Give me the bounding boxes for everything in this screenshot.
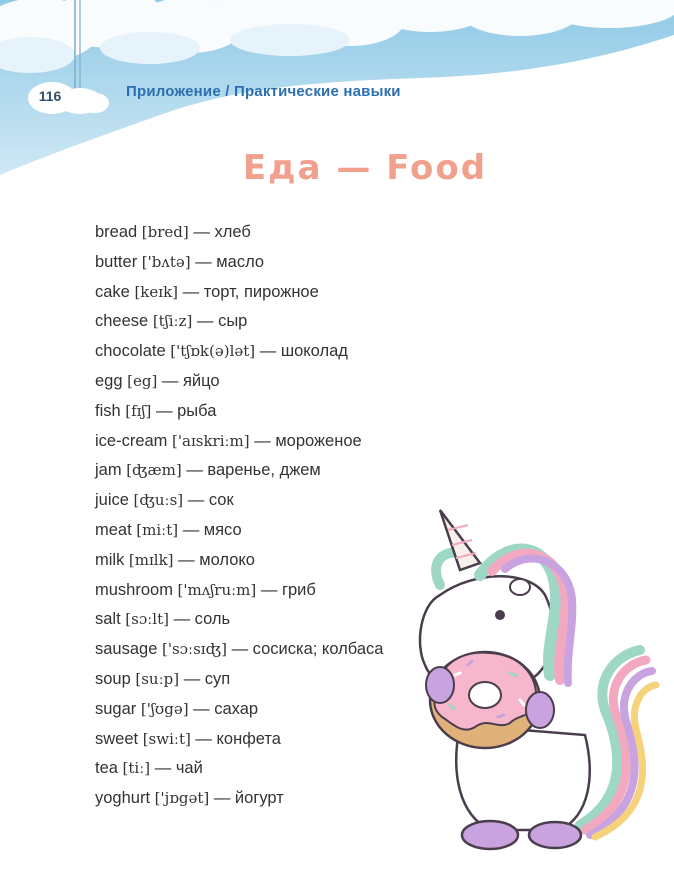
vocab-translation: торт, пирожное — [203, 282, 319, 301]
unicorn-with-donut-illustration — [380, 495, 674, 855]
vocab-separator: — — [231, 640, 249, 659]
vocab-row — [95, 516, 383, 546]
vocab-translation: сыр — [218, 312, 248, 331]
vocab-english-word: sugar — [95, 699, 137, 718]
vocab-translation: суп — [204, 669, 231, 688]
vocab-transcription: [ʤuːs] — [133, 491, 184, 510]
vocab-english-word: milk — [95, 550, 125, 569]
vocab-separator: — — [186, 461, 203, 480]
vocab-separator: — — [178, 550, 195, 569]
vocab-transcription: [ʤæm] — [126, 461, 182, 480]
vocab-translation: мясо — [203, 520, 242, 539]
vocab-transcription: ['sɔːsɪʤ] — [161, 640, 227, 659]
vocab-row — [95, 754, 383, 784]
vocab-english-word: tea — [95, 759, 118, 778]
unicorn-eye — [495, 610, 505, 620]
vocab-row — [95, 427, 383, 457]
vocab-row — [95, 546, 383, 576]
vocab-row — [95, 367, 383, 397]
section-title: Приложение / Практические навыки — [126, 83, 401, 100]
vocab-english-word: salt — [95, 610, 121, 629]
vocab-transcription: [suːp] — [135, 669, 180, 688]
vocab-translation: сок — [208, 491, 234, 510]
vocab-row — [95, 307, 383, 337]
vocab-english-word: jam — [95, 461, 122, 480]
vocab-row — [95, 397, 383, 427]
vocab-row — [95, 695, 383, 725]
vocab-row — [95, 456, 383, 486]
vocab-translation: рыба — [177, 401, 217, 420]
vocab-english-word: egg — [95, 371, 123, 390]
vocab-row — [95, 605, 383, 635]
vocab-separator: — — [195, 729, 212, 748]
vocab-transcription: [keɪk] — [134, 282, 179, 301]
vocab-english-word: cheese — [95, 312, 149, 331]
vocab-english-word: chocolate — [95, 342, 166, 361]
unicorn-ear — [510, 579, 530, 595]
vocab-english-word: fish — [95, 401, 121, 420]
vocab-translation: гриб — [281, 580, 316, 599]
vocab-english-word: meat — [95, 520, 132, 539]
vocab-english-word: sweet — [95, 729, 139, 748]
vocab-separator: — — [260, 580, 278, 599]
vocab-transcription: [eg] — [127, 371, 158, 390]
vocab-transcription: [mɪlk] — [128, 550, 174, 569]
vocab-transcription: [miːt] — [136, 520, 179, 539]
vocab-separator: — — [161, 371, 179, 390]
vocab-translation: масло — [216, 252, 265, 271]
vocab-translation: сосиска; колбаса — [252, 640, 384, 659]
vocab-separator: — — [154, 759, 172, 778]
vocab-separator: — — [195, 252, 212, 271]
vocab-separator: — — [213, 789, 231, 808]
vocab-row — [95, 486, 383, 516]
vocab-english-word: yoghurt — [95, 789, 151, 808]
vocab-english-word: mushroom — [95, 580, 173, 599]
vocab-english-word: butter — [95, 252, 138, 271]
vocab-row — [95, 218, 383, 248]
vocab-translation: йогурт — [234, 789, 284, 808]
vocab-english-word: cake — [95, 282, 130, 301]
vocab-translation: сахар — [214, 699, 259, 718]
unicorn-tail — [580, 650, 656, 837]
vocab-row — [95, 278, 383, 308]
vocab-transcription: [sɔːlt] — [125, 610, 169, 629]
vocab-transcription: [swiːt] — [142, 729, 191, 748]
vocab-translation: яйцо — [183, 371, 220, 390]
vocab-row — [95, 248, 383, 278]
vocab-separator: — — [156, 401, 173, 420]
vocab-separator: — — [183, 669, 201, 688]
vocab-separator: — — [182, 282, 200, 301]
vocab-row — [95, 725, 383, 755]
vocab-separator: — — [193, 223, 210, 241]
vocab-transcription: [tiː] — [122, 759, 151, 778]
vocabulary-list — [95, 218, 383, 814]
vocab-row — [95, 635, 383, 665]
vocab-english-word: juice — [95, 491, 129, 510]
vocab-row — [95, 784, 383, 814]
vocab-translation: конфета — [216, 729, 281, 748]
vocab-separator: — — [193, 699, 210, 718]
vocab-translation: чай — [175, 759, 203, 778]
vocab-row — [95, 337, 383, 367]
vocab-transcription: [tʃiːz] — [152, 312, 193, 331]
vocab-english-word: sausage — [95, 640, 158, 659]
vocab-separator: — — [182, 520, 200, 539]
vocab-separator: — — [254, 431, 271, 450]
vocab-english-word: bread — [95, 223, 138, 241]
vocab-translation: молоко — [199, 550, 255, 569]
vocab-transcription: [fɪʃ] — [125, 401, 152, 420]
vocab-translation: хлеб — [214, 223, 251, 241]
vocab-separator: — — [196, 312, 214, 331]
vocab-transcription: ['ʃʊgə] — [140, 699, 189, 718]
vocab-translation: соль — [194, 610, 231, 629]
vocab-transcription: ['mʌʃruːm] — [177, 580, 257, 599]
vocab-transcription: ['bʌtə] — [141, 252, 191, 271]
vocab-row — [95, 665, 383, 695]
vocab-translation: мороженое — [275, 431, 362, 450]
vocab-english-word: ice-cream — [95, 431, 168, 450]
vocab-separator: — — [187, 491, 205, 510]
vocab-separator: — — [173, 610, 191, 629]
vocab-translation: шоколад — [280, 342, 348, 361]
vocab-transcription: ['aɪskriːm] — [172, 431, 250, 450]
vocab-transcription: [bred] — [141, 223, 189, 241]
vocab-separator: — — [259, 342, 277, 361]
vocab-transcription: ['jɒgət] — [154, 789, 210, 808]
unicorn-horn — [440, 510, 480, 570]
page-title: Еда — Food — [242, 148, 488, 188]
vocab-transcription: ['tʃɒk(ə)lət] — [170, 342, 256, 361]
page-number: 116 — [38, 88, 62, 104]
vocab-english-word: soup — [95, 669, 131, 688]
vocab-row — [95, 576, 383, 606]
vocab-translation: варенье, джем — [207, 461, 321, 480]
